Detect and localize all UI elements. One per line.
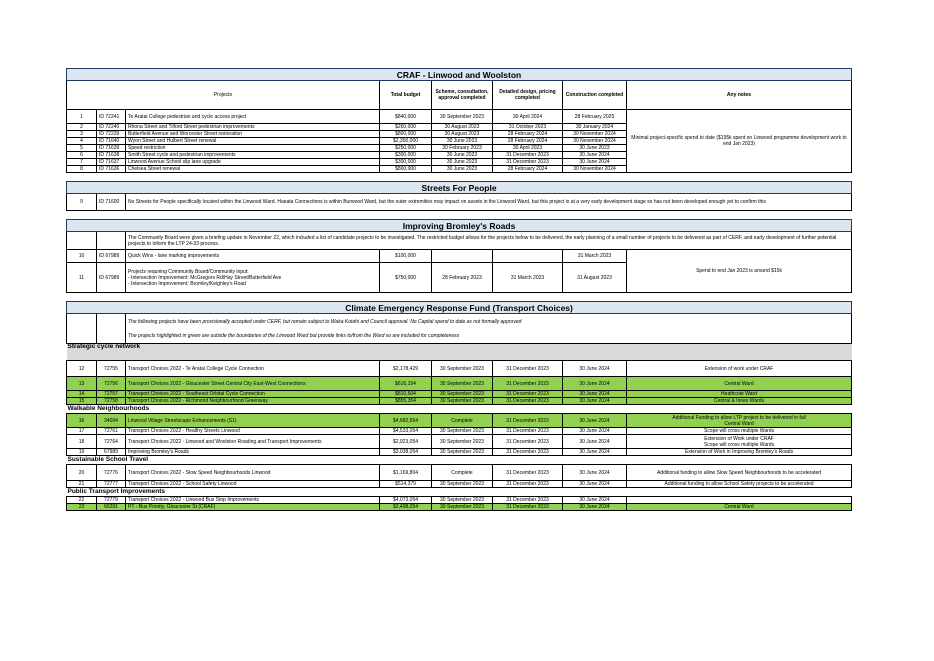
note-line: Scope will cross multiple Wards (703, 441, 775, 448)
row-number: 19 (67, 449, 97, 456)
row-id: 72756 (97, 377, 126, 391)
row-note: Scope will cross multiple Wards (627, 428, 852, 435)
cerf-intro-line: The projects highlighted in green are outside the boundaries of the Linwood Ward but provide links to/from the Ward so are included for completeness (128, 332, 460, 339)
row-note: Extension of Work in Improving Bromley's Roads (627, 449, 852, 456)
row-design: 31 December 2023 (493, 377, 563, 391)
row-scheme: Complete (432, 465, 493, 481)
row-scheme: 30 June 2023 (432, 138, 493, 145)
row-design: 28 February 2024 (493, 138, 563, 145)
craf-note: Minimal project-specific spend to date ($195k spent on Linwood programme development work to end Jan 2023) (627, 110, 852, 173)
bromley-table (66, 219, 852, 293)
row-construction: 31 March 2023 (563, 250, 627, 263)
row-scheme: 30 September 2023 (432, 449, 493, 456)
category-strategic: Strategic cycle network (67, 344, 852, 361)
row-project: Chelsea Street renewal (126, 166, 380, 173)
row-id: 72758 (97, 398, 126, 405)
row-budget: $4,073,054 (380, 497, 432, 504)
row-note: Additional funding to allow Slow Speed Neighbourhoods to be accelerated (627, 465, 852, 481)
row-id: 72764 (97, 435, 126, 449)
row-budget: $855,354 (380, 398, 432, 405)
row-construction: 30 June 2024 (563, 398, 627, 405)
table-row (67, 398, 852, 405)
row-scheme: Complete (432, 414, 493, 428)
row-scheme: 30 September 2023 (432, 110, 493, 124)
row-design: 31 October 2023 (493, 124, 563, 131)
row-scheme: 30 September 2023 (432, 398, 493, 405)
row-note (627, 414, 852, 428)
row-note (627, 497, 852, 504)
row-number: 20 (67, 465, 97, 481)
table-row (67, 414, 852, 428)
row-construction: 30 June 2024 (563, 481, 627, 488)
blank-cell (67, 232, 97, 250)
craf-table (66, 68, 852, 173)
row-design: 31 December 2023 (493, 414, 563, 428)
streets-text: No Streets for People specifically located within the Linwood Ward. Haeata Connections is within Burwood Ward, but the outer extremities may impact on assets in the Linwood Ward, but this project is at a very early development stage so has not been developed enough yet to confirm this (126, 194, 852, 211)
row-construction: 30 June 2024 (563, 435, 627, 449)
row-design: 31 December 2023 (493, 449, 563, 456)
row-number: 11 (67, 263, 97, 293)
row-id: ID 67989 (97, 250, 126, 263)
row-project: Transport Choices 2022 - Linwood and Woolston Roading and Transport Improvements (126, 435, 380, 449)
row-budget: $2,178,429 (380, 361, 432, 377)
row-budget: $3,498,054 (380, 504, 432, 511)
row-design: 31 March 2023 (493, 263, 563, 293)
row-design: 31 December 2023 (493, 497, 563, 504)
blank-cell (97, 314, 126, 344)
row-design: 30 April 2023 (493, 145, 563, 152)
row-number: 22 (67, 497, 97, 504)
bromley-title: Improving Bromley's Roads (67, 220, 852, 232)
category-walkable: Walkable Neighbourhoods (67, 405, 852, 414)
row-budget: $3,038,054 (380, 449, 432, 456)
row-scheme: 30 August 2023 (432, 124, 493, 131)
col-scheme: Scheme, consultation, approval completed (432, 81, 493, 110)
row-id: ID 71600 (97, 194, 126, 211)
row-note: Extension of work under CRAF (627, 361, 852, 377)
row-number: 23 (67, 504, 97, 511)
blank-cell (67, 314, 97, 344)
cerf-intro-line: The following projects have been provisionally accepted under CERF, but remain subject to Waka Kotahi and Council approval. No Capital spend to date as not formally approved (128, 318, 522, 325)
row-construction: 30 June 2024 (563, 497, 627, 504)
row-construction: 30 June 2024 (563, 377, 627, 391)
table-row (67, 428, 852, 435)
row-design: 31 December 2023 (493, 391, 563, 398)
row-id: 72779 (97, 497, 126, 504)
project-line: Projects requiring Community Board/Community input: (128, 268, 249, 275)
col-construction: Construction completed (563, 81, 627, 110)
table-row (67, 377, 852, 391)
row-number: 10 (67, 250, 97, 263)
row-number: 14 (67, 391, 97, 398)
row-number: 12 (67, 361, 97, 377)
table-row (67, 504, 852, 511)
table-row (67, 449, 852, 456)
row-id: 72776 (97, 465, 126, 481)
row-budget: $616,154 (380, 377, 432, 391)
row-construction: 30 November 2024 (563, 166, 627, 173)
bromley-note: Spend to end Jan 2023 is around $15k (627, 250, 852, 293)
row-design: 31 December 2023 (493, 159, 563, 166)
row-scheme: 30 September 2023 (432, 497, 493, 504)
row-budget: $800,000 (380, 131, 432, 138)
row-number: 8 (67, 166, 97, 173)
blank-cell (432, 250, 493, 263)
note-line: Additional Funding to allow LTP project to be delivered in full (672, 414, 806, 421)
category-school: Sustainable School Travel (67, 456, 852, 465)
row-scheme: 28 February 2023 (432, 263, 493, 293)
row-design: 28 February 2024 (493, 131, 563, 138)
row-design: 31 December 2023 (493, 398, 563, 405)
row-scheme: 30 February 2023 (432, 145, 493, 152)
row-construction: 28 February 2025 (563, 110, 627, 124)
row-project: Butterfield Avenue and Worcester Street restoration (126, 131, 380, 138)
cerf-table (66, 301, 852, 511)
row-number: 18 (67, 435, 97, 449)
row-design: 31 December 2023 (493, 361, 563, 377)
row-budget: $4,682,554 (380, 414, 432, 428)
row-id: ID 71639 (97, 145, 126, 152)
row-budget: $250,000 (380, 145, 432, 152)
row-scheme: 30 September 2023 (432, 435, 493, 449)
row-id: ID 72240 (97, 124, 126, 131)
row-id: ID 71636 (97, 166, 126, 173)
note-line: Central Ward (724, 420, 754, 427)
category-public-transport: Public Transport Improvements (67, 488, 852, 497)
row-design: 30 April 2024 (493, 110, 563, 124)
blank-cell (493, 250, 563, 263)
row-id: 72755 (97, 361, 126, 377)
row-construction: 30 June 2024 (563, 504, 627, 511)
row-project (126, 263, 380, 293)
row-project: PT - Bus Priority, Gloucester St (CRAF) (126, 504, 380, 511)
row-construction: 30 November 2024 (563, 138, 627, 145)
row-number: 16 (67, 414, 97, 428)
row-budget: $4,533,054 (380, 428, 432, 435)
row-number: 21 (67, 481, 97, 488)
row-construction: 30 June 2024 (563, 428, 627, 435)
row-number: 5 (67, 145, 97, 152)
row-budget: $300,000 (380, 152, 432, 159)
row-construction: 30 June 2024 (563, 152, 627, 159)
blank-cell (97, 232, 126, 250)
row-project: Speed restriction (126, 145, 380, 152)
table-row (67, 250, 852, 263)
row-id: 72761 (97, 428, 126, 435)
row-scheme: 30 September 2023 (432, 428, 493, 435)
row-project: Transport Choices 2022 - Gloucester Street Central City East-West Connections (126, 377, 380, 391)
row-scheme: 30 September 2023 (432, 361, 493, 377)
row-construction: 30 June 2024 (563, 391, 627, 398)
row-construction: 30 June 2024 (563, 414, 627, 428)
row-number: 17 (67, 428, 97, 435)
row-note: Central Ward (627, 377, 852, 391)
row-budget: $514,379 (380, 481, 432, 488)
row-scheme: 30 June 2023 (432, 159, 493, 166)
row-id: ID 67989 (97, 263, 126, 293)
row-number: 1 (67, 110, 97, 124)
row-design: 31 December 2023 (493, 435, 563, 449)
row-project: Wyon Street and Hulbert Street renewal (126, 138, 380, 145)
row-scheme: 30 September 2023 (432, 391, 493, 398)
col-total-budget: Total budget (380, 81, 432, 110)
row-construction: 30 June 2024 (563, 159, 627, 166)
row-id: 72757 (97, 391, 126, 398)
streets-table (66, 181, 852, 211)
row-design: 31 December 2023 (493, 152, 563, 159)
row-budget: $840,000 (380, 110, 432, 124)
project-line: - Intersection Improvement: Bromley/Keighley's Road (128, 280, 246, 287)
row-construction: 30 June 2024 (563, 361, 627, 377)
row-budget: $260,000 (380, 124, 432, 131)
row-id: 34094 (97, 414, 126, 428)
row-number: 3 (67, 131, 97, 138)
row-design: 31 December 2023 (493, 465, 563, 481)
row-project: Transport Choices 2022 - Southeast Orbital Cycle Connection (126, 391, 380, 398)
row-number: 2 (67, 124, 97, 131)
row-budget: $100,000 (380, 250, 432, 263)
col-design: Detailed design, pricing completed (493, 81, 563, 110)
row-id: ID 71638 (97, 152, 126, 159)
row-note: Additional funding to allow School Safety projects to be accelerated (627, 481, 852, 488)
streets-title: Streets For People (67, 182, 852, 194)
row-scheme: 30 September 2023 (432, 504, 493, 511)
row-design: 31 December 2023 (493, 504, 563, 511)
row-number: 7 (67, 159, 97, 166)
row-note: Heathcote Ward (627, 391, 852, 398)
row-number: 6 (67, 152, 97, 159)
row-scheme: 30 June 2023 (432, 166, 493, 173)
row-project: Transport Choices 2022 - Richmond Neighbourhood Greenway (126, 398, 380, 405)
note-line: Extension of Work under CRAF (704, 435, 774, 442)
row-project: Transport Choices 2022 - Healthy Streets Linwood (126, 428, 380, 435)
row-budget: $1,169,804 (380, 465, 432, 481)
table-row (67, 110, 852, 124)
row-design: 31 December 2023 (493, 428, 563, 435)
row-scheme: 30 August 2023 (432, 131, 493, 138)
row-design: 31 December 2023 (493, 481, 563, 488)
row-number: 13 (67, 377, 97, 391)
craf-title: CRAF - Linwood and Woolston (67, 69, 852, 81)
row-project: Transport Choices 2022 - Te Aratai College Cycle Connection (126, 361, 380, 377)
bromley-intro: The Community Board were given a briefing update in November 22, which included a list of candidate projects to be investigated. The restricted budget allows for the projects below to be delivered, the early planning of a small number of projects to be delivered as part of CERF, and early development of further potential projects to inform the LTP 24-33 process. (126, 232, 852, 250)
row-budget: $2,923,054 (380, 435, 432, 449)
row-project: Te Aratai College pedestrian and cycle access project (126, 110, 380, 124)
col-projects: Projects (67, 81, 380, 110)
row-construction: 30 June 2023 (563, 145, 627, 152)
row-number: 9 (67, 194, 97, 211)
row-note: Central & Innes Wards (627, 398, 852, 405)
cerf-intro (126, 314, 852, 344)
table-row (67, 194, 852, 211)
row-construction: 30 June 2024 (563, 465, 627, 481)
row-id: ID 71637 (97, 159, 126, 166)
row-project: Transport Choices 2022 - Slow Speed Neighbourhoods Linwood (126, 465, 380, 481)
table-row (67, 465, 852, 481)
row-scheme: 30 June 2023 (432, 152, 493, 159)
row-note: Central Ward (627, 504, 852, 511)
row-project: Improving Bromley's Roads (126, 449, 380, 456)
cerf-title: Climate Emergency Response Fund (Transport Choices) (67, 302, 852, 314)
row-id: 72777 (97, 481, 126, 488)
row-id: 67989 (97, 449, 126, 456)
row-budget: $300,000 (380, 159, 432, 166)
table-row (67, 361, 852, 377)
row-project: Quick Wins - lane marking improvements (126, 250, 380, 263)
table-row (67, 481, 852, 488)
row-budget: $800,000 (380, 166, 432, 173)
row-construction: 30 November 2024 (563, 131, 627, 138)
row-project: Linwood Village Streetscape Enhancements (S1) (126, 414, 380, 428)
row-number: 15 (67, 398, 97, 405)
row-project: Smith Street cycle and pedestrian improvements (126, 152, 380, 159)
row-construction: 30 January 2024 (563, 124, 627, 131)
table-row (67, 391, 852, 398)
row-number: 4 (67, 138, 97, 145)
row-construction: 31 August 2023 (563, 263, 627, 293)
row-id: ID 71640 (97, 138, 126, 145)
row-id: ID 72241 (97, 110, 126, 124)
table-row (67, 435, 852, 449)
table-row (67, 497, 852, 504)
row-note (627, 435, 852, 449)
row-project: Transport Choices 2022 - School Safety Linwood (126, 481, 380, 488)
col-notes: Any notes (627, 81, 852, 110)
project-line: - Intersection Improvement: McGregors Rd/Hay Street/Butterfield Ave (128, 274, 282, 281)
row-project: Transport Choices 2022 - Linwood Bus Stop Improvements (126, 497, 380, 504)
spreadsheet (66, 68, 851, 511)
row-design: 28 February 2024 (493, 166, 563, 173)
row-project: Linwood Avenue School slip lane upgrade (126, 159, 380, 166)
row-budget: $810,504 (380, 391, 432, 398)
row-scheme: 30 September 2023 (432, 481, 493, 488)
row-construction: 30 June 2024 (563, 449, 627, 456)
row-scheme: 30 September 2023 (432, 377, 493, 391)
row-budget: $2,350,000 (380, 138, 432, 145)
row-budget: $750,000 (380, 263, 432, 293)
row-id: ID 72239 (97, 131, 126, 138)
row-id: 66291 (97, 504, 126, 511)
row-project: Rhona Street and Tilford Street pedestrian improvements (126, 124, 380, 131)
